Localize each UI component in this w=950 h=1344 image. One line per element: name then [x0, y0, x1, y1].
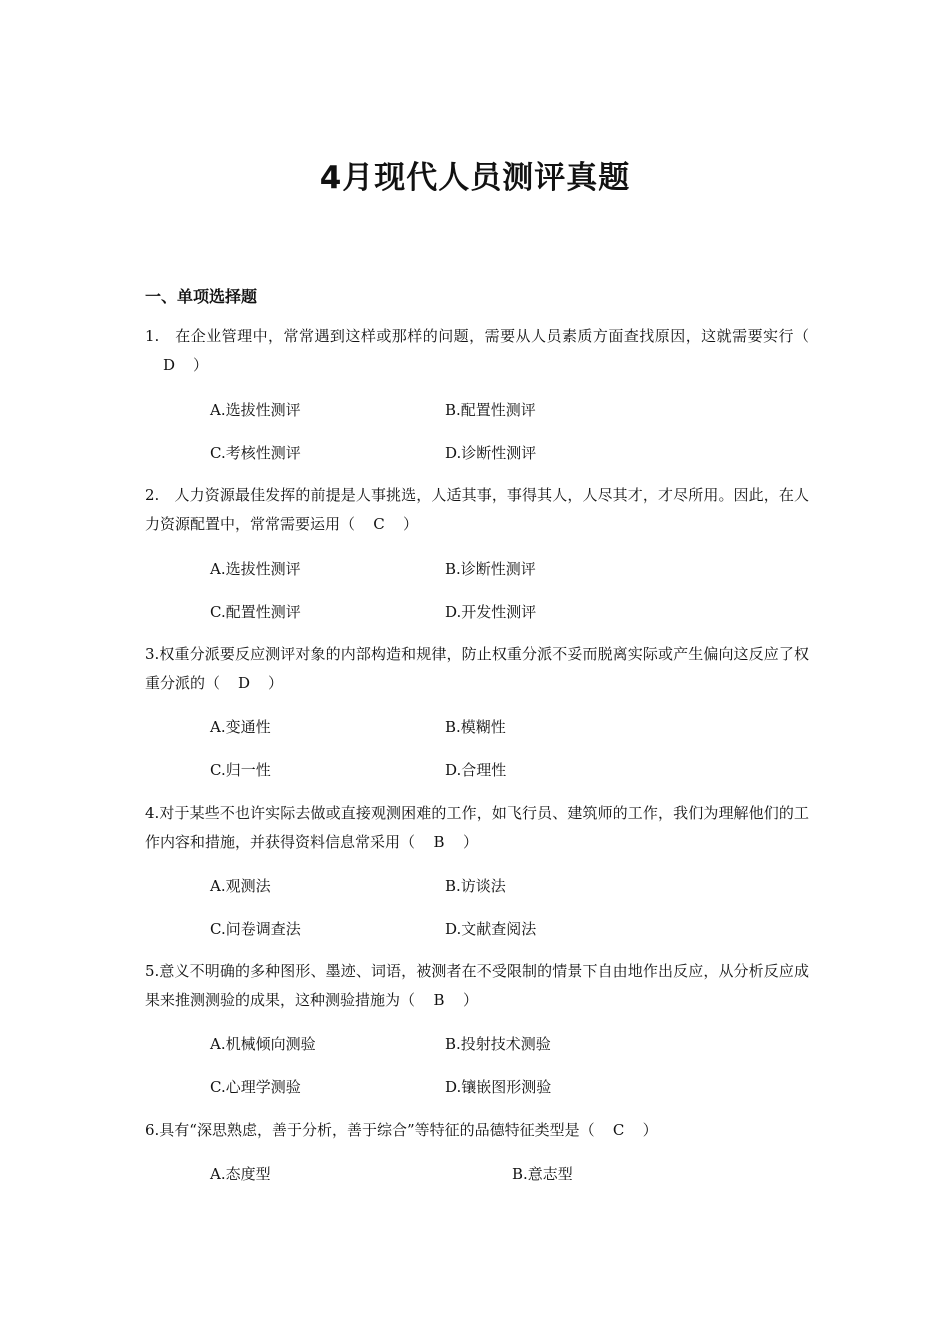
answer-letter: D: [238, 674, 251, 692]
option-d: D.开发性测评: [445, 603, 537, 621]
answer-letter: B: [433, 833, 445, 851]
option-c: C.归一性: [210, 761, 271, 779]
option-d: D.诊断性测评: [445, 444, 537, 462]
option-b: B.模糊性: [445, 718, 506, 736]
option-b: B.意志型: [512, 1165, 573, 1183]
document-title: 4月现代人员测评真题: [319, 160, 631, 196]
option-a: A.选拔性测评: [210, 401, 301, 419]
question-stem: 6.具有“深思熟虑，善于分析，善于综合”等特征的品德特征类型是（: [145, 1121, 595, 1139]
option-a: A.变通性: [210, 718, 271, 736]
section-heading: 一、单项选择题: [145, 287, 258, 306]
question-close: ）: [268, 674, 284, 692]
answer-letter: D: [162, 356, 176, 374]
question-close: ）: [463, 833, 479, 851]
question-1: [145, 322, 809, 380]
question-close: ）: [642, 1121, 658, 1139]
option-d: D.文献查阅法: [445, 920, 537, 938]
option-d: D.合理性: [445, 761, 507, 779]
option-b: B.诊断性测评: [445, 560, 536, 578]
option-b: B.配置性测评: [445, 401, 536, 419]
answer-letter: C: [612, 1121, 625, 1139]
question-stem: 4.对于某些不也许实际去做或直接观测困难的工作，如飞行员、建筑师的工作，我们为理解他们的工作内容和措施，并获得资料信息常采用（: [145, 804, 809, 851]
question-stem: 3.权重分派要反应测评对象的内部构造和规律，防止权重分派不妥而脱离实际或产生偏向这反应了权重分派的（: [145, 645, 809, 692]
question-stem: 2. 人力资源最佳发挥的前提是人事挑选，人适其事，事得其人，人尽其才，才尽所用。因此，在人力资源配置中，常常需要运用（: [145, 486, 809, 533]
option-a: A.机械倾向测验: [210, 1035, 316, 1053]
option-c: C.问卷调查法: [210, 920, 301, 938]
question-2: [145, 481, 809, 539]
option-c: C.考核性测评: [210, 444, 301, 462]
option-c: C.配置性测评: [210, 603, 301, 621]
question-stem: 5.意义不明确的多种图形、墨迹、词语，被测者在不受限制的情景下自由地作出反应，从分析反应成果来推测测验的成果，这种测验措施为（: [145, 962, 809, 1009]
question-5: [145, 957, 809, 1015]
answer-letter: C: [373, 515, 385, 533]
question-stem: 1. 在企业管理中，常常遇到这样或那样的问题，需要从人员素质方面查找原因，这就需要实行（: [145, 327, 809, 345]
question-4: [145, 799, 809, 857]
option-a: A.态度型: [210, 1165, 271, 1183]
option-b: B.投射技术测验: [445, 1035, 551, 1053]
option-a: A.观测法: [210, 877, 271, 895]
answer-letter: B: [433, 991, 445, 1009]
question-3: [145, 640, 809, 698]
option-c: C.心理学测验: [210, 1078, 301, 1096]
question-6: [145, 1116, 809, 1145]
option-a: A.选拔性测评: [210, 560, 301, 578]
option-b: B.访谈法: [445, 877, 506, 895]
question-close: ）: [403, 515, 419, 533]
question-close: ）: [463, 991, 479, 1009]
question-close: ）: [193, 356, 209, 374]
option-d: D.镶嵌图形测验: [445, 1078, 552, 1096]
